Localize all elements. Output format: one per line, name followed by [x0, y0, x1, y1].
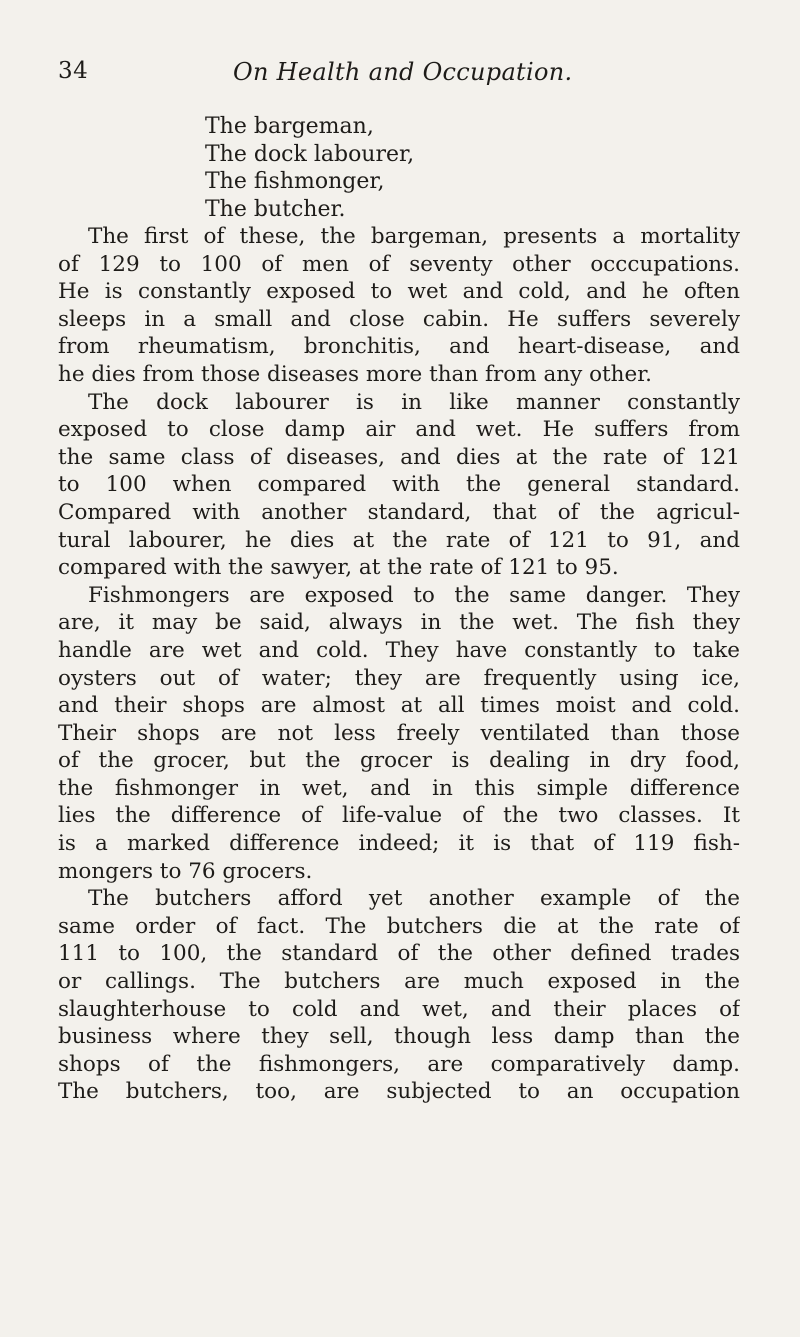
text-line: The butchers, too, are subjected to an occupation	[58, 1079, 740, 1105]
text-line: He is constantly exposed to wet and cold, and he often	[58, 279, 740, 305]
text-line: handle are wet and cold. They have constantly to take	[58, 637, 740, 663]
text-line: oysters out of water; they are frequently using ice,	[58, 665, 740, 691]
page-number: 34	[58, 58, 89, 84]
running-title: On Health and Occupation.	[233, 58, 573, 86]
text-line: The dock labourer is in like manner constantly	[88, 389, 740, 415]
text-line: lies the difference of life-value of the two classes. It	[58, 803, 740, 829]
text-line: sleeps in a small and close cabin. He suffers severely	[58, 306, 740, 332]
text-line: and their shops are almost at all times moist and cold.	[58, 693, 740, 719]
text-line: of the grocer, but the grocer is dealing in dry food,	[58, 748, 740, 774]
text-line: shops of the fishmongers, are comparatively damp.	[58, 1051, 740, 1077]
text-line: of 129 to 100 of men of seventy other occcupations.	[58, 251, 740, 277]
text-line: compared with the sawyer, at the rate of 121 to 95.	[58, 555, 619, 581]
list-item: The fishmonger,	[205, 169, 385, 194]
text-line: Compared with another standard, that of the agricul-	[58, 499, 740, 525]
text-line: to 100 when compared with the general standard.	[58, 472, 740, 498]
text-line: tural labourer, he dies at the rate of 121 to 91, and	[58, 527, 740, 553]
text-line: The butchers afford yet another example of the	[88, 886, 740, 912]
text-line: is a marked difference indeed; it is that of 119 fish-	[58, 831, 740, 857]
text-line: slaughterhouse to cold and wet, and their places of	[58, 996, 740, 1022]
text-line: Their shops are not less freely ventilated than those	[58, 720, 740, 746]
list-item: The butcher.	[205, 196, 346, 222]
body-text	[58, 223, 740, 1106]
text-line: are, it may be said, always in the wet. The fish they	[58, 610, 740, 636]
list-item: The dock labourer,	[205, 141, 415, 167]
text-line: exposed to close damp air and wet. He suffers from	[58, 417, 740, 443]
text-line: same order of fact. The butchers die at the rate of	[58, 913, 740, 939]
text-line: The first of these, the bargeman, presents a mortality	[88, 224, 740, 249]
text-line: business where they sell, though less damp than the	[58, 1024, 740, 1050]
text-line: 111 to 100, the standard of the other defined trades	[58, 941, 740, 967]
text-line: mongers to 76 grocers.	[58, 858, 313, 884]
text-line: from rheumatism, bronchitis, and heart-disease, and	[58, 334, 740, 360]
text-line: he dies from those diseases more than from any other.	[58, 361, 653, 387]
list-item: The bargeman,	[205, 114, 374, 139]
running-head	[58, 58, 748, 94]
text-line: the same class of diseases, and dies at the rate of 121	[58, 444, 740, 470]
text-line: the fishmonger in wet, and in this simple difference	[58, 775, 740, 801]
text-line: Fishmongers are exposed to the same danger. They	[88, 582, 740, 608]
text-line: or callings. The butchers are much exposed in the	[58, 969, 740, 995]
occupation-list	[205, 113, 414, 223]
